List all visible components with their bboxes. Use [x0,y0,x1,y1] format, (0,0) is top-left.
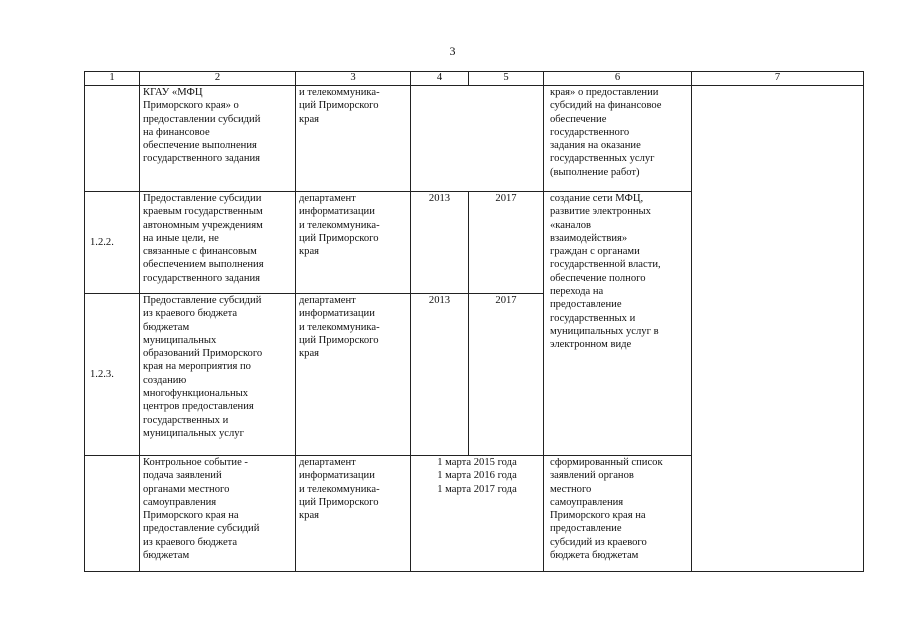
text-line: ций Приморского [299,232,379,244]
text-line: из краевого бюджета [143,536,238,548]
text-line: «каналов [550,219,592,231]
row-event-dates [411,456,544,572]
text-line: обеспечение [550,113,607,125]
text-line: на иные цели, не [143,232,219,244]
row-123-end-year: 2017 [469,294,544,456]
text-line: подача заявлений [143,470,222,482]
text-line: информатизации [299,206,375,218]
text-line: из краевого бюджета [143,308,238,320]
row-cont-period [411,86,544,192]
text-line: краевым государственным [143,206,263,218]
text-line: муниципальных услуг в [550,325,659,337]
text-line: автономным учреждениям [143,219,263,231]
text-line: задания на оказание [550,140,641,152]
row-122-description [140,192,296,294]
text-line: Приморского края на [550,510,646,522]
text-line: электронном виде [550,339,632,351]
text-line: края [299,246,320,258]
text-line: взаимодействия» [550,232,628,244]
header-row [85,72,864,86]
text-line: перехода на [550,286,604,298]
text-line: государственного задания [143,153,261,165]
row-cont-num [85,86,140,192]
row-event-result [544,456,692,572]
text-line: субсидий из краевого [550,536,647,548]
row-122-end-year: 2017 [469,192,544,294]
text-line: обеспечение выполнения [143,140,257,152]
text-line: развитие электронных [550,206,651,218]
text-line: информатизации [299,308,375,320]
text-line: и телекоммуника- [299,87,380,98]
text-line: департамент [299,295,356,306]
header-col-4: 4 [411,72,469,86]
text-line: края [299,348,320,360]
text-line: края [299,510,320,522]
text-line: муниципальных [143,334,217,346]
text-line: края на мероприятия по [143,361,251,373]
text-line: муниципальных услуг [143,427,244,439]
text-line: департамент [299,457,356,468]
date-line: 1 марта 2015 года [437,457,517,468]
header-col-2: 2 [140,72,296,86]
text-line: многофункциональных [143,388,249,400]
text-line: связанные с финансовым [143,246,257,258]
header-col-6: 6 [544,72,692,86]
text-line: ций Приморского [299,100,379,112]
text-line: ций Приморского [299,496,379,508]
text-line: и телекоммуника- [299,219,380,231]
text-line: создание сети МФЦ, [550,193,644,204]
text-line: граждан с органами [550,246,640,258]
text-line: государственных и [550,312,636,324]
header-col-3: 3 [296,72,411,86]
text-line: департамент [299,193,356,204]
text-line: заявлений органов [550,470,634,482]
row-122-start-year: 2013 [411,192,469,294]
row-cont-description [140,86,296,192]
row-event-description [140,456,296,572]
date-line: 1 марта 2016 года [437,470,517,482]
row-122-result [544,192,692,456]
text-line: центров предоставления [143,401,254,413]
text-line: предоставление [550,299,622,311]
text-line: бюджетам [143,321,190,333]
row-123-description [140,294,296,456]
text-line: субсидий на финансовое [550,100,662,112]
text-line: предоставление [550,523,622,535]
row-event-executor [296,456,411,572]
row-123-start-year: 2013 [411,294,469,456]
date-line: 1 марта 2017 года [437,483,517,495]
row-number: 1.2.2. [85,192,140,294]
text-line: и телекоммуника- [299,321,380,333]
col-7-cell [692,86,864,572]
text-line: Приморского края на [143,510,239,522]
text-line: Приморского края» о [143,100,239,112]
text-line: информатизации [299,470,375,482]
text-line: Предоставление субсидии [143,193,262,204]
row-123-executor [296,294,411,456]
text-line: государственного задания [143,272,261,284]
row-number: 1.2.3. [85,294,140,456]
row-cont-executor [296,86,411,192]
text-line: государственных и [143,414,229,426]
text-line: государственных услуг [550,153,655,165]
text-line: самоуправления [143,496,217,508]
header-col-5: 5 [469,72,544,86]
row-event-num [85,456,140,572]
text-line: КГАУ «МФЦ [143,87,203,98]
text-line: обеспечение полного [550,272,646,284]
header-col-7: 7 [692,72,864,86]
text-line: и телекоммуника- [299,483,380,495]
table-row-continuation [85,86,864,192]
text-line: местного [550,483,592,495]
text-line: (выполнение работ) [550,166,640,178]
text-line: Предоставление субсидий [143,295,262,306]
text-line: на финансовое [143,126,210,138]
text-line: края [299,113,320,125]
page-number: 3 [449,44,456,58]
text-line: предоставление субсидий [143,523,260,535]
text-line: сформированный список [550,457,663,468]
text-line: самоуправления [550,496,624,508]
text-line: органами местного [143,483,230,495]
program-table [84,71,864,572]
header-col-1: 1 [85,72,140,86]
text-line: государственной власти, [550,259,661,271]
text-line: предоставлении субсидий [143,113,261,125]
row-122-executor [296,192,411,294]
text-line: созданию [143,374,187,386]
row-cont-result [544,86,692,192]
text-line: Контрольное событие - [143,457,248,468]
text-line: ций Приморского [299,334,379,346]
text-line: образований Приморского [143,348,263,360]
text-line: государственного [550,126,630,138]
text-line: края» о предоставлении [550,87,659,98]
text-line: бюджета бюджетам [550,550,639,562]
text-line: обеспечением выполнения [143,259,264,271]
text-line: бюджетам [143,550,190,562]
